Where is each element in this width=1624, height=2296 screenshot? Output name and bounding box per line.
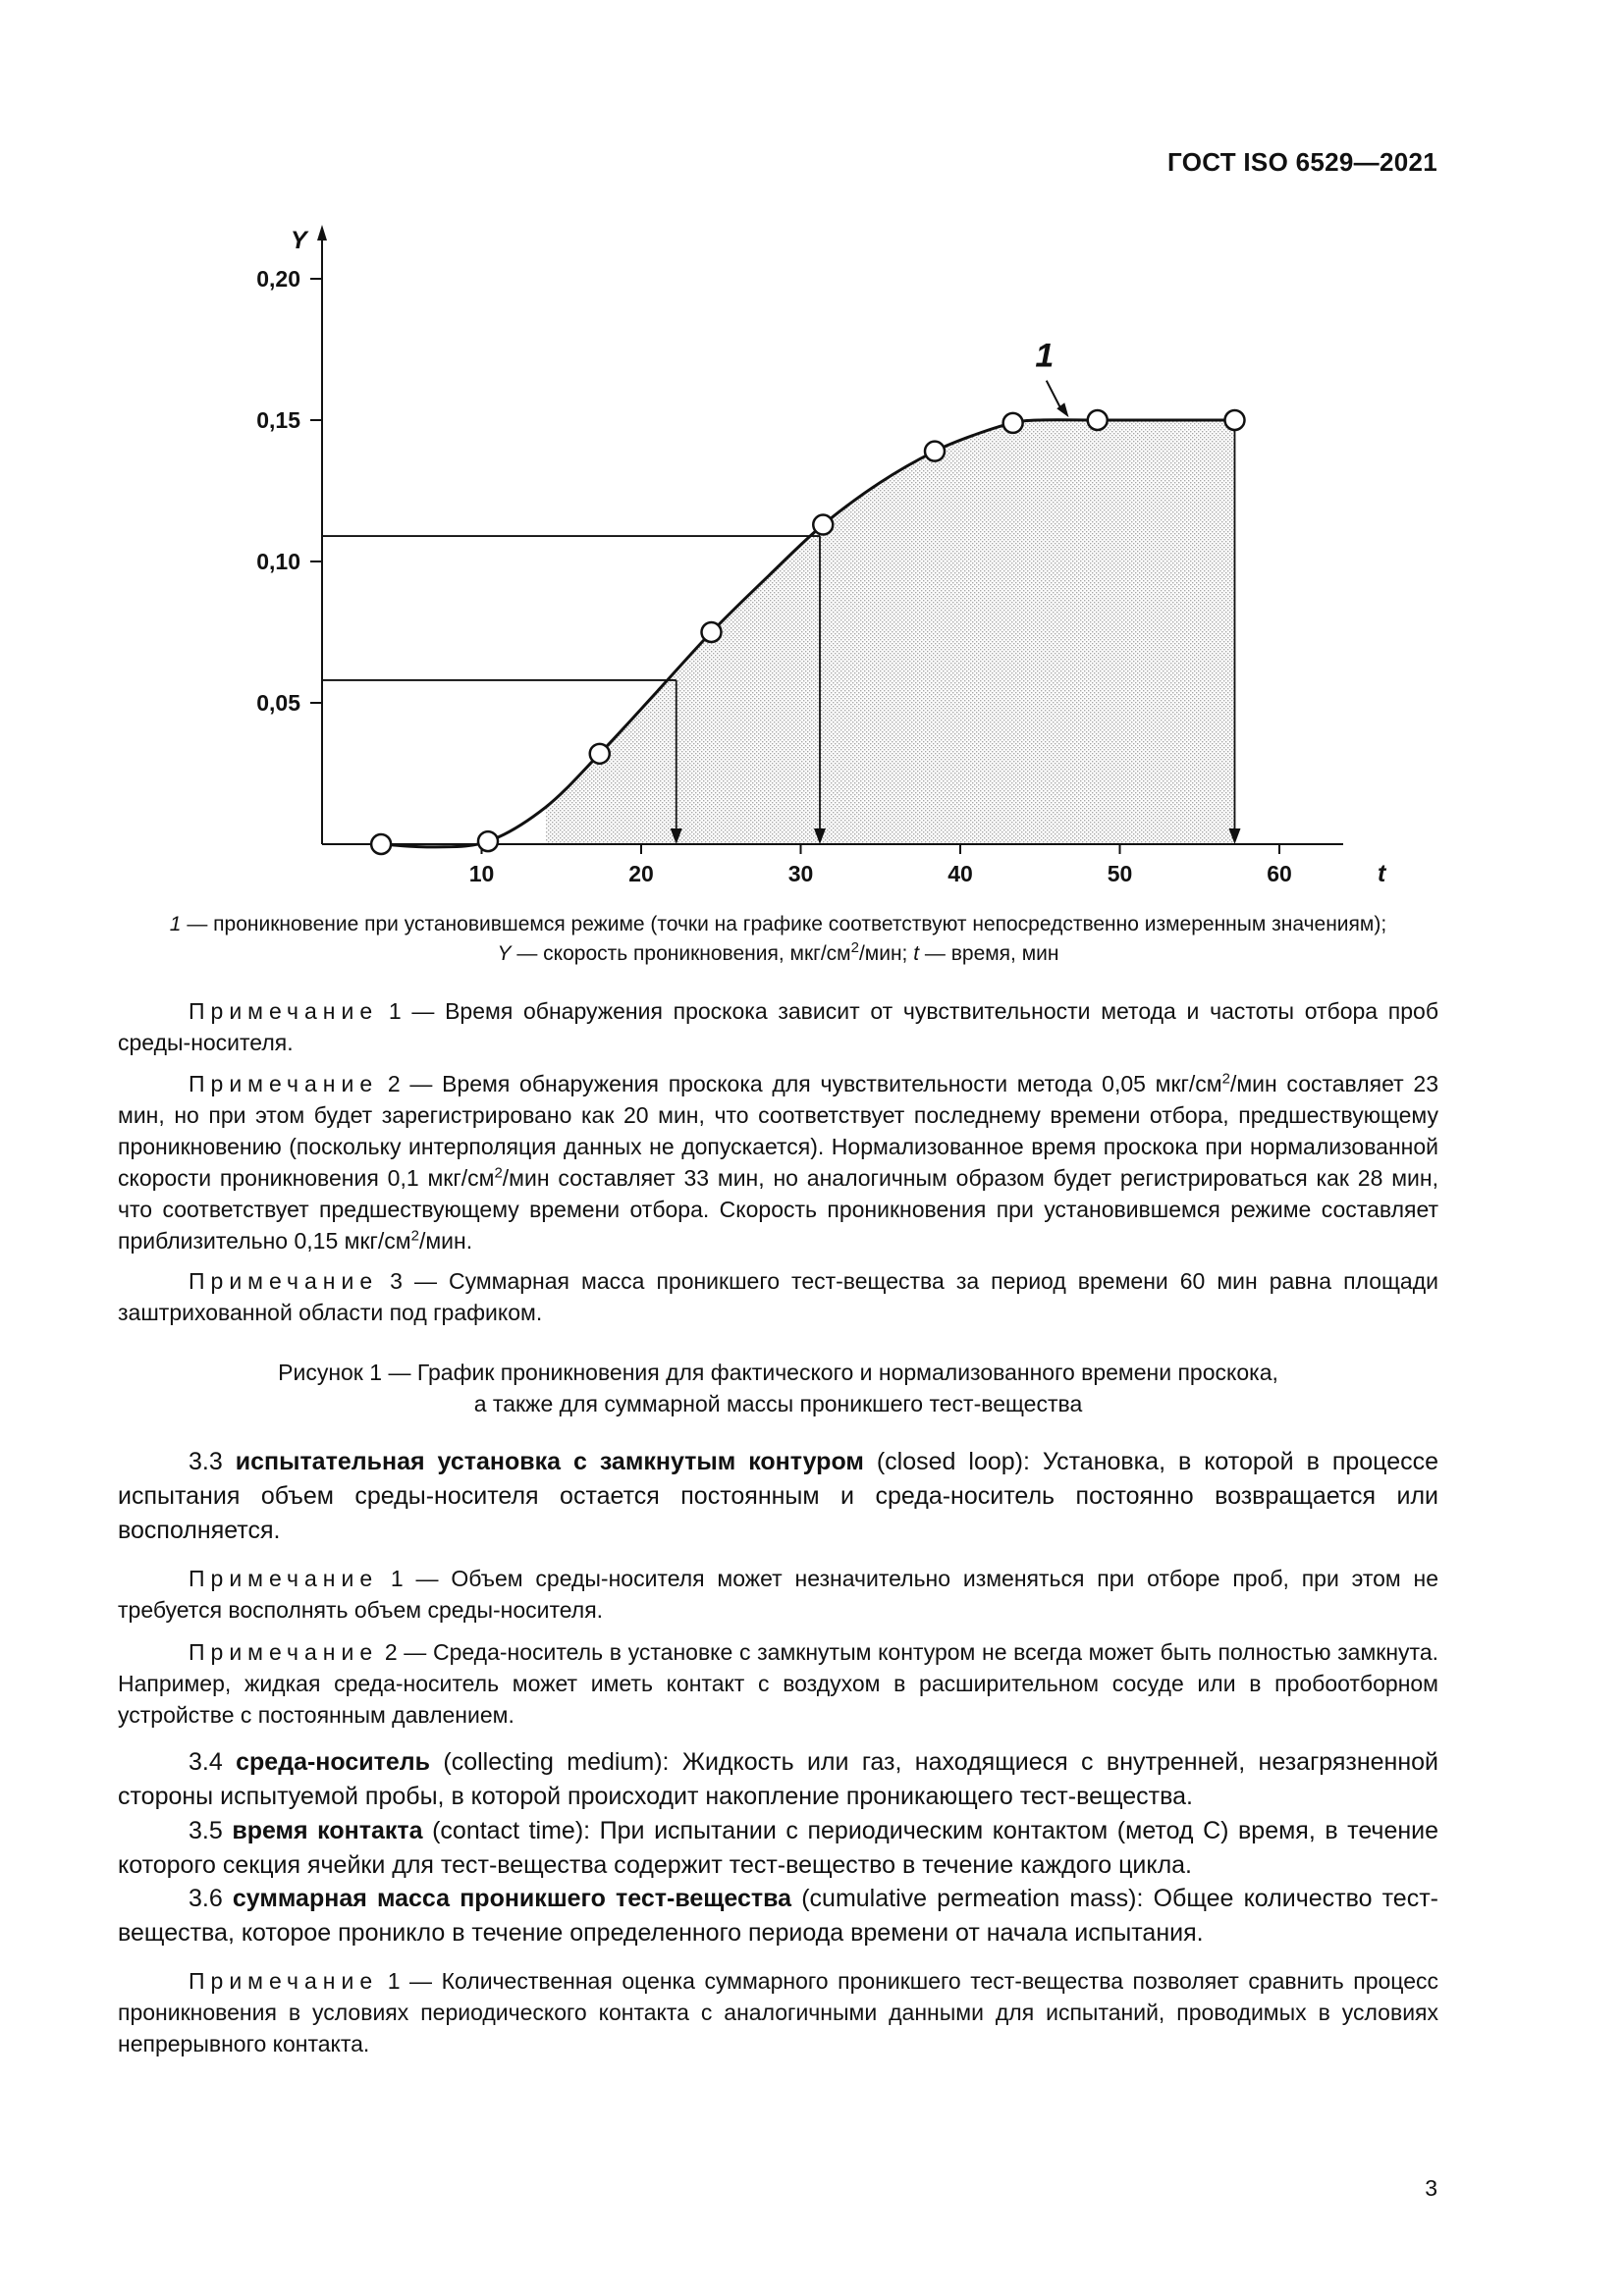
figure-title-line-1: Рисунок 1 — График проникновения для фактического и нормализованного времени проскока, — [278, 1360, 1278, 1385]
note-label: Примечание — [189, 1968, 379, 1994]
note-text-d: /мин. — [418, 1228, 473, 1254]
term: время контакта — [232, 1817, 423, 1844]
note-number: 2 — — [378, 1071, 443, 1096]
permeation-chart — [245, 221, 1386, 908]
section-number: 3.5 — [189, 1817, 233, 1844]
term: среда-носитель — [236, 1748, 431, 1776]
figure-title — [118, 1357, 1438, 1419]
term-english: (contact time): — [422, 1817, 600, 1844]
legend-unit-tail: /мин; — [858, 942, 914, 965]
curve-label: 1 — [1035, 337, 1055, 375]
figure-title-line-2: а также для суммарной массы проникшего тест-вещества — [473, 1391, 1083, 1416]
section-3-4 — [118, 1745, 1438, 1814]
section-number: 3.4 — [189, 1748, 237, 1776]
data-point — [925, 442, 945, 461]
x-tick-label: 40 — [947, 861, 973, 886]
legend-line-1 — [118, 910, 1438, 939]
section-number: 3.6 — [189, 1885, 233, 1912]
note-text: Объем среды-носителя может незначительно изменяться при отборе проб, при этом не требуется восполнять объем среды-носителя. — [118, 1566, 1438, 1623]
figure-note-2 — [118, 1068, 1438, 1256]
figure-legend — [118, 910, 1438, 969]
data-point — [371, 834, 391, 854]
shaded-area — [546, 420, 1235, 844]
x-tick-label: 20 — [628, 861, 654, 886]
y-tick-label: 0,15 — [256, 407, 300, 433]
note-sup: 2 — [410, 1227, 419, 1245]
x-tick-label: 30 — [787, 861, 814, 886]
note-number: 3 — — [378, 1268, 449, 1294]
term-english: (closed loop): — [863, 1448, 1043, 1475]
legend-y-desc: — скорость проникновения, мкг/см — [511, 942, 851, 965]
x-tick-label: 60 — [1267, 861, 1292, 886]
note-text-a: Время обнаружения проскока для чувствительности метода 0,05 мкг/см — [442, 1071, 1222, 1096]
data-point — [590, 744, 610, 764]
note-text: Среда-носитель в установке с замкнутым контуром не всегда может быть полностью замкнута. Например, жидкая среда-носитель может иметь контакт с воздухом в расширительном сосуде или в пробоотборном устройстве с постоянным давлением. — [118, 1639, 1439, 1728]
section-3-5 — [118, 1814, 1438, 1883]
term: суммарная масса проникшего тест-вещества — [232, 1885, 792, 1912]
note-text-c: /мин составляет 33 мин, но аналогичным образом будет регистрироваться как 28 мин, что соответствует предшествующему времени отбора. Скорость проникновения при установившемся режиме составляет приблизительно 0,15 мкг/см — [118, 1165, 1438, 1254]
x-tick-label: 10 — [468, 861, 495, 886]
section-3-3-note-2 — [118, 1636, 1438, 1731]
y-tick-label: 0,20 — [256, 266, 300, 292]
note-text: Количественная оценка суммарного проникшего тест-вещества позволяет сравнить процесс проникновения в условиях периодического контакта с аналогичными данными для испытаний, проводимых в условиях непрерывного контакта. — [118, 1968, 1438, 2056]
data-point — [1003, 413, 1023, 433]
data-point — [1088, 410, 1108, 430]
data-point — [702, 622, 722, 642]
legend-line-2 — [118, 939, 1438, 969]
note-sup: 2 — [494, 1164, 503, 1182]
term-english: (cumulative permeation mass): — [791, 1885, 1154, 1912]
note-text-b: /мин составляет 23 мин, но при этом будет зарегистрировано как 20 мин, что соответствует последнему времени отбора, предшествующему проникновению (поскольку интерполяция данных не допускается). Нормализованное время проскока при нормализованной скорости проникновения 0,1 мкг/см — [118, 1071, 1438, 1191]
section-number: 3.3 — [189, 1448, 236, 1475]
y-axis-label: Y — [291, 227, 307, 254]
legend-line-1-text: — проникновение при установившемся режиме (точки на графике соответствуют непосредственно измеренным значениям); — [181, 913, 1387, 935]
section-3-3 — [118, 1445, 1438, 1548]
section-3-3-note-1 — [118, 1563, 1438, 1626]
note-number: 1 — — [378, 1566, 452, 1591]
data-point — [1225, 410, 1245, 430]
note-number: 1 — — [378, 998, 446, 1024]
term-definition: Жидкость или газ, находящиеся с внутренней, незагрязненной стороны испытуемой пробы, в которой происходит накопление проникающего тест-вещества. — [118, 1748, 1439, 1810]
y-tick-label: 0,10 — [256, 549, 300, 574]
note-label: Примечание — [189, 1071, 379, 1096]
note-label: Примечание — [189, 1268, 379, 1294]
note-label: Примечание — [189, 1639, 379, 1665]
term-definition: Установка, в которой в процессе испытания объем среды-носителя остается постоянным и среда-носитель постоянно возвращается или восполняется. — [118, 1448, 1439, 1544]
legend-curve-number: 1 — [169, 913, 182, 935]
document-header: ГОСТ ISO 6529—2021 — [1167, 147, 1437, 177]
note-text: Время обнаружения проскока зависит от чувствительности метода и частоты отбора проб среды-носителя. — [118, 998, 1438, 1055]
note-label: Примечание — [189, 1566, 379, 1591]
note-number: 1 — — [378, 1968, 442, 1994]
term-definition: При испытании с периодическим контактом (метод С) время, в течение которого секция ячейки для тест-вещества содержит тест-вещество в течение каждого цикла. — [118, 1817, 1439, 1879]
section-3-6 — [118, 1882, 1438, 1950]
note-number: 2 — — [378, 1639, 433, 1665]
page-number: 3 — [1425, 2175, 1437, 2201]
figure-note-1 — [118, 995, 1438, 1058]
legend-t-desc: — время, мин — [919, 942, 1059, 965]
data-point — [478, 831, 498, 851]
x-tick-label: 50 — [1107, 861, 1133, 886]
y-axis-arrow — [317, 225, 327, 240]
section-3-6-note-1 — [118, 1965, 1438, 2059]
x-axis-label: t — [1378, 860, 1386, 887]
note-sup: 2 — [1221, 1070, 1230, 1088]
figure-note-3 — [118, 1265, 1438, 1328]
legend-y-symbol: Y — [497, 942, 512, 965]
note-text: Суммарная масса проникшего тест-вещества за период времени 60 мин равна площади заштрихованной области под графиком. — [118, 1268, 1438, 1325]
term-definition: Общее количество тест-вещества, которое проникло в течение определенного периода времени от начала испытания. — [118, 1885, 1438, 1947]
legend-t-symbol: t — [913, 942, 920, 965]
legend-sup: 2 — [850, 939, 859, 956]
data-point — [813, 515, 833, 535]
y-tick-label: 0,05 — [256, 690, 300, 716]
term: испытательная установка с замкнутым контуром — [235, 1448, 864, 1475]
note-label: Примечание — [189, 998, 379, 1024]
term-english: (collecting medium): — [430, 1748, 682, 1776]
